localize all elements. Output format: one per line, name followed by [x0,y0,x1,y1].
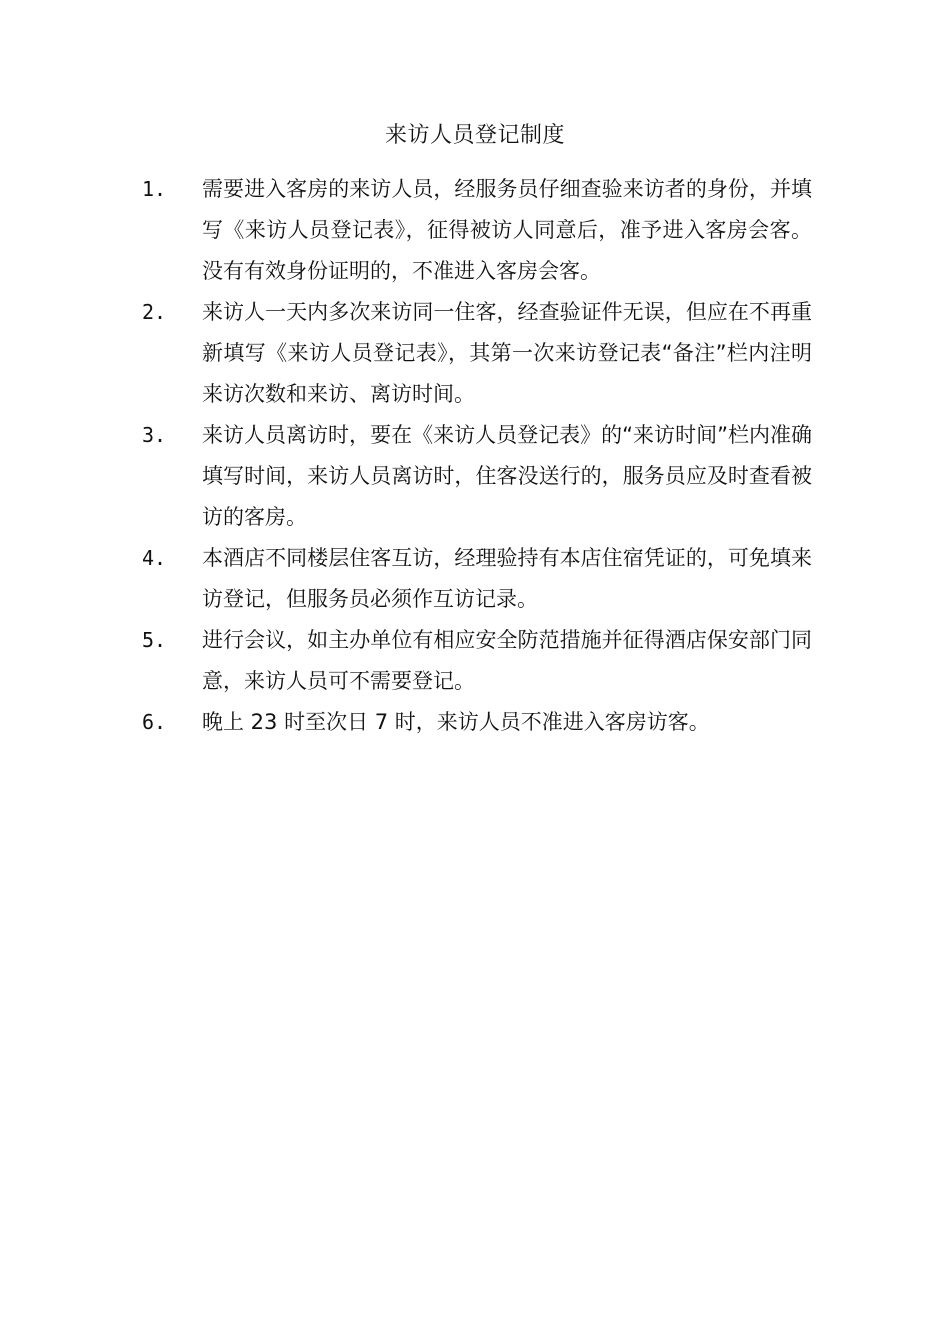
rule-number: 2. [142,300,167,324]
rule-text: 需要进入客房的来访人员，经服务员仔细查验来访者的身份，并填写《来访人员登记表》，征得被访人同意后，准予进入客房会客。没有有效身份证明的，不准进入客房会客。 [202,177,812,283]
document-title: 来访人员登记制度 [384,123,565,148]
rule-number: 5. [142,628,167,652]
rules-list [142,169,812,743]
rule-text: 进行会议，如主办单位有相应安全防范措施并征得酒店保安部门同意，来访人员可不需要登记。 [202,628,812,693]
rule-number: 4. [142,546,167,570]
rule-item-3 [142,415,812,538]
rule-text: 本酒店不同楼层住客互访，经理验持有本店住宿凭证的，可免填来访登记，但服务员必须作互访记录。 [202,546,812,611]
rule-item-6 [142,702,812,743]
rule-text: 晚上 23 时至次日 7 时，来访人员不准进入客房访客。 [202,710,710,734]
rule-item-4 [142,538,812,620]
rule-item-2 [142,292,812,415]
rule-item-5 [142,620,812,702]
rule-number: 1. [142,177,167,201]
rule-item-1 [142,169,812,292]
rule-text: 来访人员离访时，要在《来访人员登记表》的“来访时间”栏内准确填写时间，来访人员离访时，住客没送行的，服务员应及时查看被访的客房。 [202,423,812,529]
rule-text: 来访人一天内多次来访同一住客，经查验证件无误，但应在不再重新填写《来访人员登记表》，其第一次来访登记表“备注”栏内注明来访次数和来访、离访时间。 [202,300,812,406]
rule-number: 3. [142,423,167,447]
rule-number: 6. [142,710,167,734]
